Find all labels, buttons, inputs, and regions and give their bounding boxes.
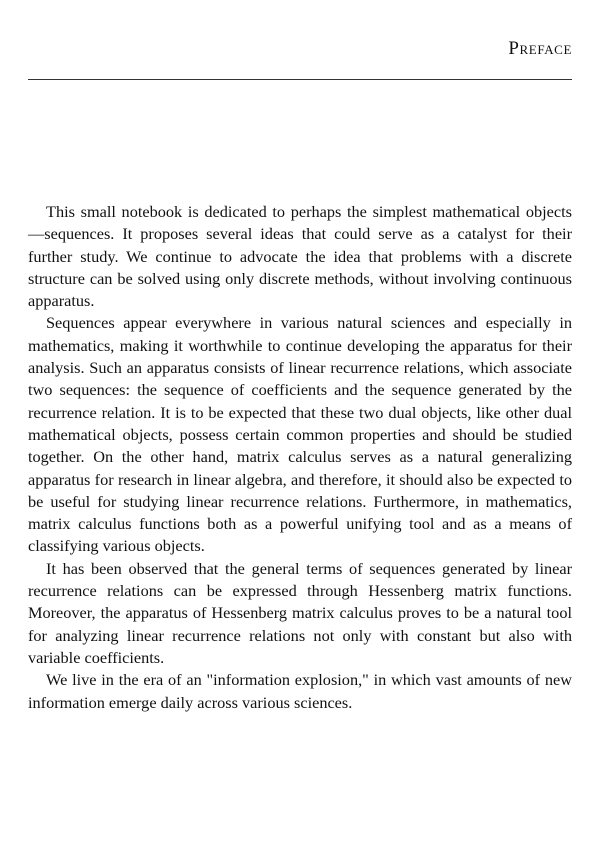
paragraph-1: This small notebook is dedicated to perhaps the simplest mathematical objects—sequences. It proposes several ideas that could serve as a catalyst for their further study. We continue to advocate the idea that problems with a discrete structure can be solved using only discrete methods, without involving continuous apparatus. xyxy=(28,202,572,311)
paragraph-2: Sequences appear everywhere in various natural sciences and especially in mathematics, making it worthwhile to continue developing the apparatus for their analysis. Such an apparatus consists of linear recurrence relations, which associate two sequences: the sequence of coefficients and the sequence generated by the recurrence relation. It is to be expected that these two dual objects, like other dual mathematical objects, possess certain common properties and should be studied together. On the other hand, matrix calculus serves as a natural generalizing apparatus for research in linear algebra, and therefore, it should also be expected to be useful for studying linear recurrence relations. Furthermore, in mathematics, matrix calculus functions both as a powerful unifying tool and as a means of classifying various objects. xyxy=(28,313,572,556)
paragraph-3: It has been observed that the general terms of sequences generated by linear recurrence relations can be expressed through Hessenberg matrix functions. Moreover, the apparatus of Hessenberg matrix calculus proves to be a natural tool for analyzing linear recurrence relations not only with constant but also with variable coefficients. xyxy=(28,558,572,667)
header-rule xyxy=(28,79,572,80)
preface-body xyxy=(28,201,572,714)
paragraph-4: We live in the era of an "information explosion," in which vast amounts of new information emerge daily across various sciences. xyxy=(28,670,572,712)
running-head-title: Preface xyxy=(508,38,572,59)
